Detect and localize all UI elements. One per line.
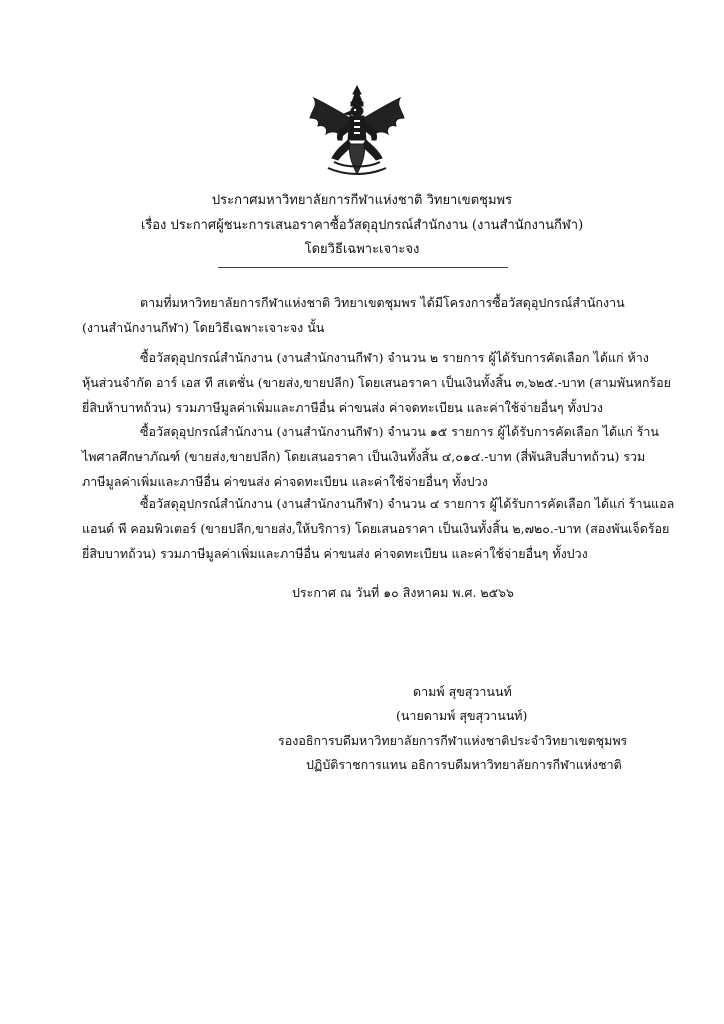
award-item-1 bbox=[82, 345, 671, 420]
award-line: หุ้นส่วนจำกัด อาร์ เอส ที สเตชั่น (ขายส่ง,ขายปลีก) โดยเสนอราคา เป็นเงินทั้งสิ้น ๓,๖๒๕.-บาท (สามพันหกร้อย bbox=[82, 375, 671, 390]
award-item-2 bbox=[82, 419, 659, 494]
garuda-emblem-icon bbox=[306, 84, 408, 182]
award-line: ซื้อวัสดุอุปกรณ์สำนักงาน (งานสำนักงานกีฬา) จำนวน ๔ รายการ ผู้ได้รับการคัดเลือก ได้แก่ ร้านแอล bbox=[140, 496, 675, 511]
signatory-position: รองอธิการบดีมหาวิทยาลัยการกีฬาแห่งชาติประจำวิทยาเขตชุมพร bbox=[278, 733, 628, 748]
signed-name: ดามพ์ สุขสุวานนท์ bbox=[413, 684, 512, 699]
signatory-full-name: (นายดามพ์ สุขสุวานนท์) bbox=[396, 708, 528, 723]
intro-paragraph bbox=[82, 290, 652, 340]
award-line: ซื้อวัสดุอุปกรณ์สำนักงาน (งานสำนักงานกีฬา) จำนวน ๒ รายการ ผู้ได้รับการคัดเลือก ได้แก่ ห้าง bbox=[140, 350, 649, 365]
announcement-date: ประกาศ ณ วันที่ ๑๐ สิงหาคม พ.ศ. ๒๕๖๖ bbox=[292, 585, 514, 600]
award-line: ภาษีมูลค่าเพิ่มและภาษีอื่น ค่าขนส่ง ค่าจดทะเบียน และค่าใช้จ่ายอื่นๆ ทั้งปวง bbox=[82, 474, 488, 489]
award-line: ยี่สิบบาทถ้วน) รวมภาษีมูลค่าเพิ่มและภาษีอื่น ค่าขนส่ง ค่าจดทะเบียน และค่าใช้จ่ายอื่นๆ ทั้งปวง bbox=[82, 546, 588, 561]
header-divider bbox=[218, 267, 508, 268]
signatory-acting-position: ปฏิบัติราชการแทน อธิการบดีมหาวิทยาลัยการกีฬาแห่งชาติ bbox=[306, 757, 622, 772]
award-line: ยี่สิบห้าบาทถ้วน) รวมภาษีมูลค่าเพิ่มและภาษีอื่น ค่าขนส่ง ค่าจดทะเบียน และค่าใช้จ่ายอื่นๆ ทั้งปวง bbox=[82, 400, 603, 415]
award-item-3 bbox=[82, 491, 675, 566]
award-line: ซื้อวัสดุอุปกรณ์สำนักงาน (งานสำนักงานกีฬา) จำนวน ๑๕ รายการ ผู้ได้รับการคัดเลือก ได้แก่ ร้าน bbox=[140, 424, 659, 439]
intro-line: ตามที่มหาวิทยาลัยการกีฬาแห่งชาติ วิทยาเขตชุมพร ได้มีโครงการซื้อวัสดุอุปกรณ์สำนักงาน bbox=[140, 295, 625, 310]
announcement-title: ประกาศมหาวิทยาลัยการกีฬาแห่งชาติ วิทยาเขตชุมพร bbox=[211, 193, 513, 208]
award-line: ไพศาลศึกษาภัณฑ์ (ขายส่ง,ขายปลีก) โดยเสนอราคา เป็นเงินทั้งสิ้น ๔,๐๑๔.-บาท (สี่พันสิบสี่บาทถ้วน) รวม bbox=[82, 449, 646, 464]
award-line: แอนด์ พี คอมพิวเตอร์ (ขายปลีก,ขายส่ง,ให้บริการ) โดยเสนอราคา เป็นเงินทั้งสิ้น ๒,๗๒๐.-บาท (สองพันเจ็ดร้อย bbox=[82, 521, 670, 536]
announcement-subject: เรื่อง ประกาศผู้ชนะการเสนอราคาซื้อวัสดุอุปกรณ์สำนักงาน (งานสำนักงานกีฬา) bbox=[140, 218, 584, 233]
procurement-method: โดยวิธีเฉพาะเจาะจง bbox=[304, 242, 420, 257]
intro-line: (งานสำนักงานกีฬา) โดยวิธีเฉพาะเจาะจง นั้น bbox=[82, 320, 325, 335]
